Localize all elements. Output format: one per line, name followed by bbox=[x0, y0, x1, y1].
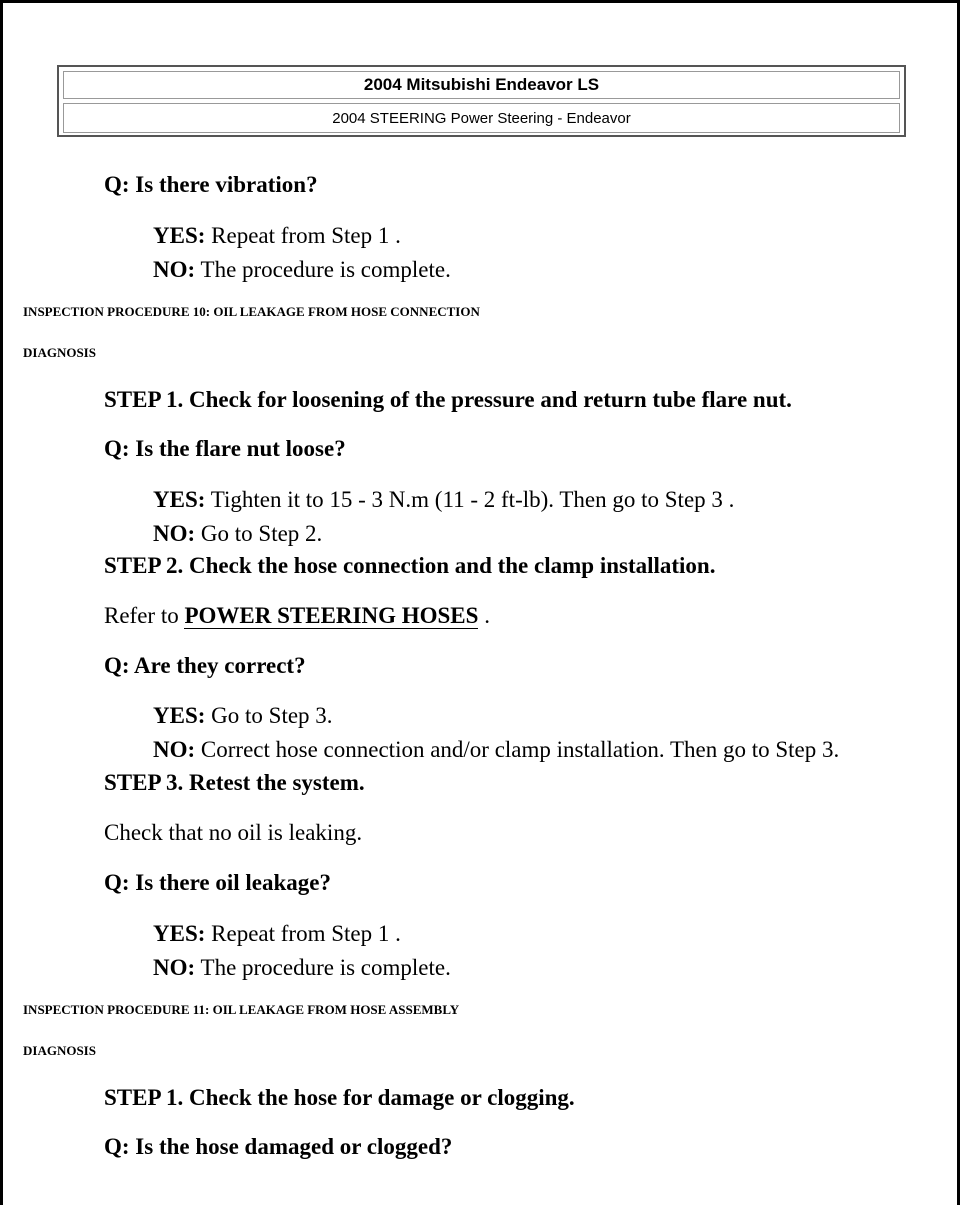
p10-answer-no-3 bbox=[153, 956, 451, 979]
section-subtitle: 2004 STEERING Power Steering - Endeavor bbox=[63, 103, 900, 133]
page-frame-left bbox=[0, 0, 3, 1205]
answer-text: The procedure is complete. bbox=[200, 257, 451, 282]
diagnosis-heading: DIAGNOSIS bbox=[23, 1043, 96, 1058]
no-label: NO: bbox=[153, 257, 196, 282]
refer-to-text: Refer to bbox=[104, 603, 179, 628]
refer-end: . bbox=[484, 603, 490, 628]
yes-label: YES: bbox=[153, 921, 206, 946]
p10-step-2: STEP 2. Check the hose connection and the clamp installation. bbox=[104, 553, 716, 578]
diagnosis-heading: DIAGNOSIS bbox=[23, 345, 96, 360]
procedure-10-title: INSPECTION PROCEDURE 10: OIL LEAKAGE FROM HOSE CONNECTION bbox=[23, 304, 480, 319]
answer-text: Repeat from Step 1 . bbox=[211, 921, 401, 946]
p10-answer-yes-3 bbox=[153, 922, 401, 945]
vehicle-title: 2004 Mitsubishi Endeavor LS bbox=[63, 71, 900, 99]
p10-step-3: STEP 3. Retest the system. bbox=[104, 770, 365, 795]
p11-step-1: STEP 1. Check the hose for damage or clogging. bbox=[104, 1085, 575, 1110]
no-label: NO: bbox=[153, 737, 196, 762]
p10-question-3: Q: Is there oil leakage? bbox=[104, 870, 331, 895]
p10-answer-yes-1 bbox=[153, 488, 734, 511]
question-vibration: Q: Is there vibration? bbox=[104, 172, 318, 197]
p10-question-2: Q: Are they correct? bbox=[104, 653, 306, 678]
p10-answer-no-2 bbox=[153, 738, 839, 761]
p10-step-1: STEP 1. Check for loosening of the pressure and return tube flare nut. bbox=[104, 387, 792, 412]
p10-question-1: Q: Is the flare nut loose? bbox=[104, 436, 346, 461]
power-steering-hoses-link[interactable]: POWER STEERING HOSES bbox=[184, 603, 479, 628]
answer-text: Go to Step 3. bbox=[211, 703, 333, 728]
no-label: NO: bbox=[153, 955, 196, 980]
yes-label: YES: bbox=[153, 703, 206, 728]
p10-check-text: Check that no oil is leaking. bbox=[104, 820, 363, 845]
yes-label: YES: bbox=[153, 487, 206, 512]
answer-text: Repeat from Step 1 . bbox=[211, 223, 401, 248]
p10-answer-no-1 bbox=[153, 522, 322, 545]
p11-question-1: Q: Is the hose damaged or clogged? bbox=[104, 1134, 453, 1159]
procedure-11-title: INSPECTION PROCEDURE 11: OIL LEAKAGE FROM HOSE ASSEMBLY bbox=[23, 1002, 460, 1017]
p10-answer-yes-2 bbox=[153, 704, 333, 727]
page-frame-top bbox=[0, 0, 960, 3]
document-header bbox=[57, 65, 906, 137]
yes-label: YES: bbox=[153, 223, 206, 248]
answer-text: Correct hose connection and/or clamp installation. Then go to Step 3. bbox=[200, 737, 840, 762]
no-label: NO: bbox=[153, 521, 196, 546]
answer-text: The procedure is complete. bbox=[200, 955, 451, 980]
answer-yes-vibration bbox=[153, 224, 401, 247]
answer-text: Tighten it to 15 - 3 N.m (11 - 2 ft-lb). Then go to Step 3 . bbox=[210, 487, 735, 512]
answer-text: Go to Step 2. bbox=[200, 521, 323, 546]
answer-no-vibration bbox=[153, 258, 451, 281]
refer-paragraph bbox=[104, 604, 490, 627]
